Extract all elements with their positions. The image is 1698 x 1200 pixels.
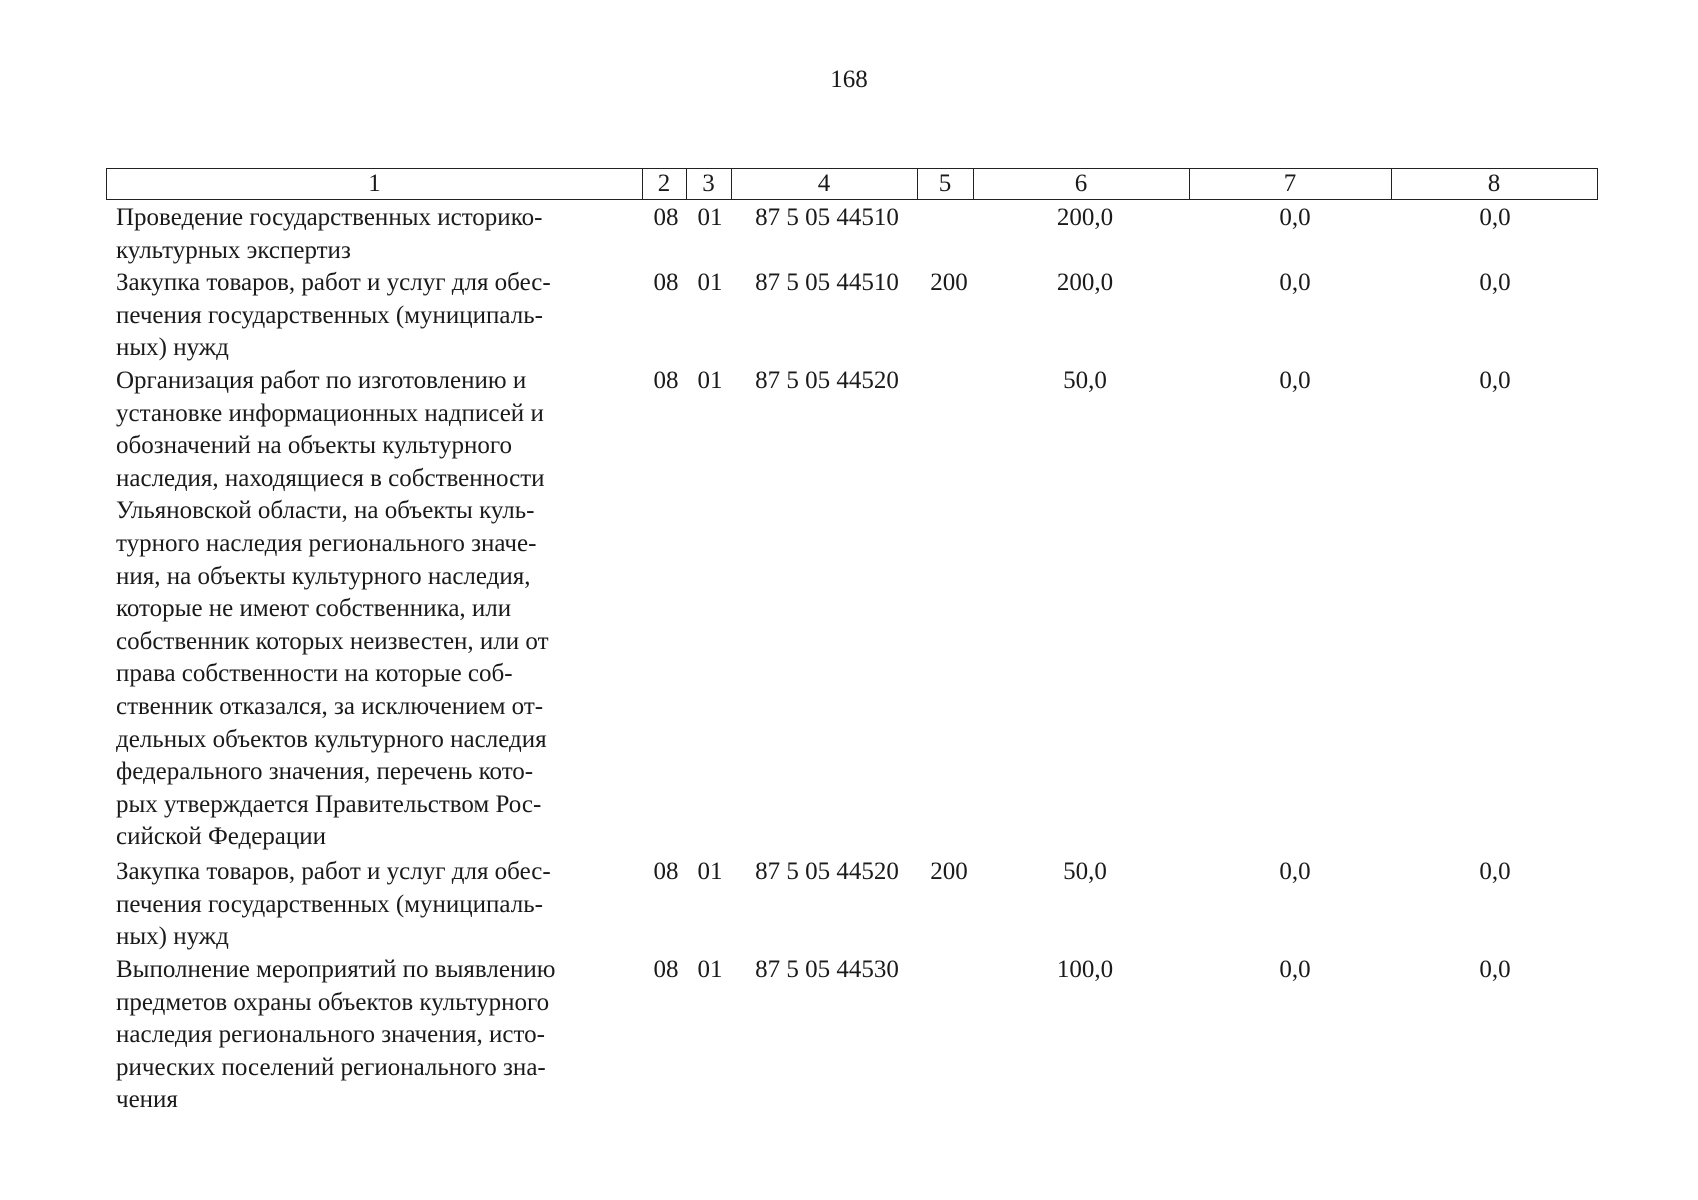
- column-header-3: 3: [702, 170, 715, 197]
- cell-amount-6: 200,0: [1056, 269, 1114, 296]
- cell-amount-6: 50,0: [1063, 367, 1107, 394]
- cell-section: 08: [653, 367, 679, 394]
- cell-amount-7: 0,0: [1279, 269, 1311, 296]
- cell-subsection: 01: [697, 367, 723, 394]
- cell-amount-6: 200,0: [1056, 204, 1114, 231]
- cell-target-article: 87 5 05 44510: [755, 269, 899, 296]
- cell-subsection: 01: [697, 269, 723, 296]
- cell-section: 08: [653, 956, 679, 983]
- cell-target-article: 87 5 05 44510: [755, 204, 899, 231]
- cell-amount-8: 0,0: [1479, 204, 1511, 231]
- cell-target-article: 87 5 05 44530: [755, 956, 899, 983]
- cell-amount-8: 0,0: [1479, 858, 1511, 885]
- cell-amount-7: 0,0: [1279, 956, 1311, 983]
- cell-expense-type: 200: [930, 858, 968, 885]
- cell-section: 08: [653, 858, 679, 885]
- cell-subsection: 01: [697, 858, 723, 885]
- cell-amount-7: 0,0: [1279, 204, 1311, 231]
- cell-section: 08: [653, 204, 679, 231]
- cell-amount-6: 100,0: [1056, 956, 1114, 983]
- column-header-2: 2: [657, 170, 671, 197]
- cell-amount-6: 50,0: [1063, 858, 1107, 885]
- cell-target-article: 87 5 05 44520: [755, 367, 899, 394]
- row-description: Закупка товаров, работ и услуг для обес- печения государственных (муниципаль- ных) нужд: [116, 269, 551, 362]
- column-header-8: 8: [1487, 170, 1501, 197]
- column-header-4: 4: [817, 170, 831, 197]
- cell-section: 08: [653, 269, 679, 296]
- row-description: Закупка товаров, работ и услуг для обес- печения государственных (муниципаль- ных) нужд: [116, 858, 551, 951]
- cell-expense-type: 200: [930, 269, 968, 296]
- cell-amount-8: 0,0: [1479, 367, 1511, 394]
- table-header: [106, 168, 1598, 200]
- row-description: Организация работ по изготовлению и установке информационных надписей и обозначений на объекты культурного наследия, находящиеся в собственности Ульяновской области, на объекты куль- турного наследия регионального значе- ния, на объекты культурного наследия, которые не имеют собственника, или собственник которых неизвестен, или от права собственности на которые соб- ственник отказался, за исключением от- дельных объектов культурного наследия федерального значения, перечень кото- рых утверждается Правительством Рос- сийской Федерации: [116, 367, 549, 851]
- cell-subsection: 01: [697, 204, 723, 231]
- cell-target-article: 87 5 05 44520: [755, 858, 899, 885]
- cell-amount-8: 0,0: [1479, 269, 1511, 296]
- cell-amount-7: 0,0: [1279, 858, 1311, 885]
- cell-subsection: 01: [697, 956, 723, 983]
- row-description: Проведение государственных историко- культурных экспертиз: [116, 204, 543, 264]
- column-header-7: 7: [1283, 170, 1297, 197]
- cell-amount-8: 0,0: [1479, 956, 1511, 983]
- column-header-1: 1: [368, 170, 381, 197]
- column-header-6: 6: [1074, 170, 1088, 197]
- page-number: [0, 66, 1698, 94]
- page-number-text: 168: [830, 66, 868, 93]
- row-description: Выполнение мероприятий по выявлению предметов охраны объектов культурного наследия регионального значения, исто- рических поселений регионального зна- чения: [116, 956, 556, 1114]
- cell-amount-7: 0,0: [1279, 367, 1311, 394]
- column-header-5: 5: [938, 170, 952, 197]
